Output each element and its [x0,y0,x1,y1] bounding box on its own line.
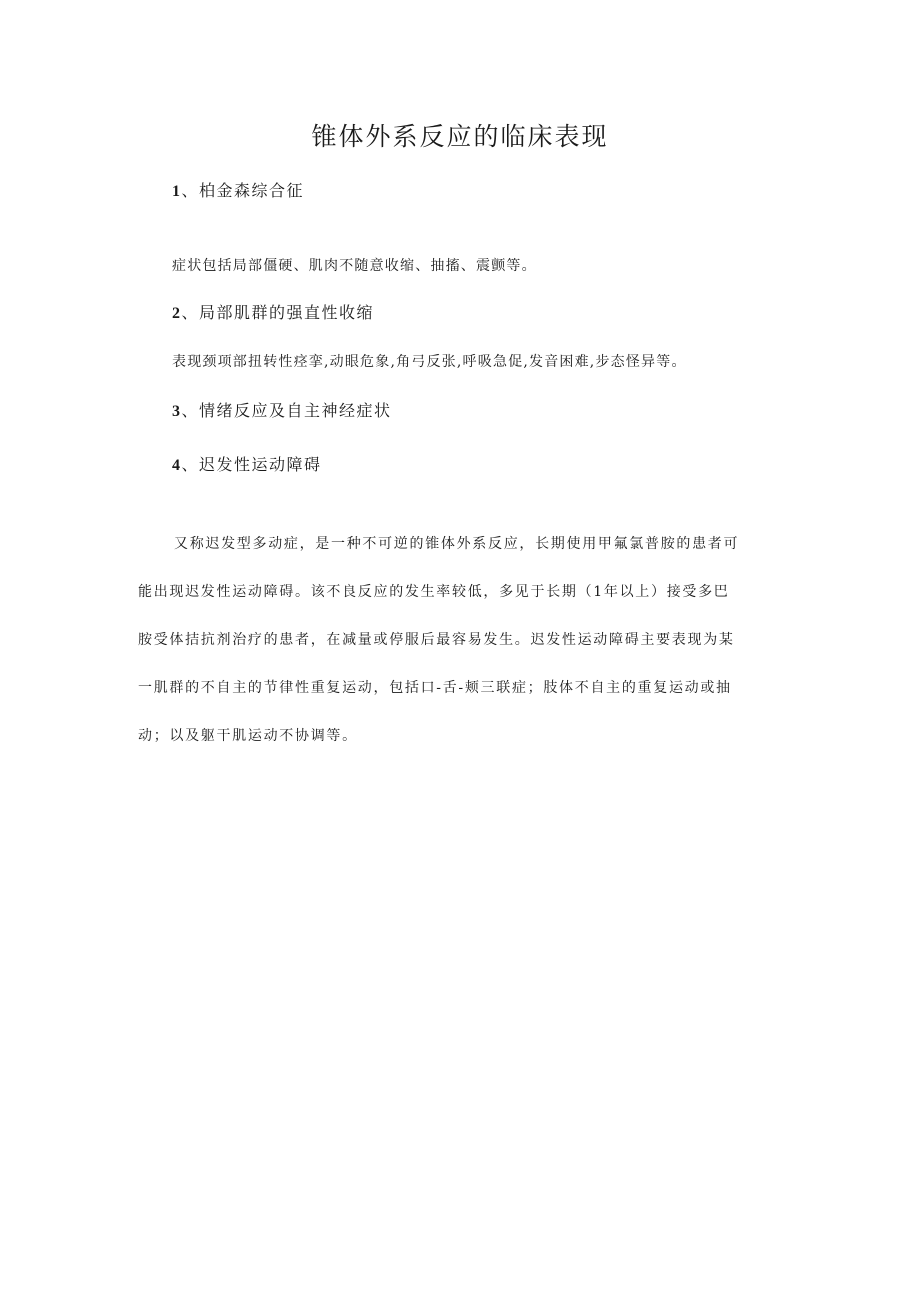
paragraph-line-1-text: 又称迟发型多动症，是一种不可逆的锥体外系反应，长期使用甲氟氯普胺的患者可 [174,536,740,552]
section-4-paragraph [138,520,788,760]
section-2-heading-text: 、局部肌群的强直性收缩 [181,303,375,322]
document-title: 锥体外系反应的临床表现 [311,122,609,151]
paragraph-line-2: 能出现迟发性运动障碍。该不良反应的发生率较低，多见于长期（1年以上）接受多巴 [138,584,730,600]
section-1-heading [172,180,304,203]
section-2-heading [172,302,374,325]
paragraph-line-3: 胺受体拮抗剂治疗的患者，在减量或停服后最容易发生。迟发性运动障碍主要表现为某 [138,632,735,648]
paragraph-line-5: 动；以及躯干肌运动不协调等。 [138,728,358,744]
section-4-heading-text: 、迟发性运动障碍 [181,455,322,474]
paragraph-line-1 [138,520,788,568]
section-1-heading-text: 、柏金森综合征 [181,181,305,200]
paragraph-line-4: 一肌群的不自主的节律性重复运动，包括口-舌-颊三联症；肢体不自主的重复运动或抽 [138,680,732,696]
section-3-heading [172,400,392,423]
section-1-text: 症状包括局部僵硬、肌肉不随意收缩、抽搐、震颤等。 [172,258,537,274]
section-1-number: 1 [172,183,182,200]
section-3-heading-text: 、情绪反应及自主神经症状 [181,401,392,420]
section-4-number: 4 [172,457,182,474]
section-2-text: 表现颈项部扭转性痉挛,动眼危象,角弓反张,呼吸急促,发音困难,步态怪异等。 [172,354,687,370]
section-4-heading [172,454,322,477]
section-3-number: 3 [172,403,182,420]
section-2-number: 2 [172,305,182,322]
